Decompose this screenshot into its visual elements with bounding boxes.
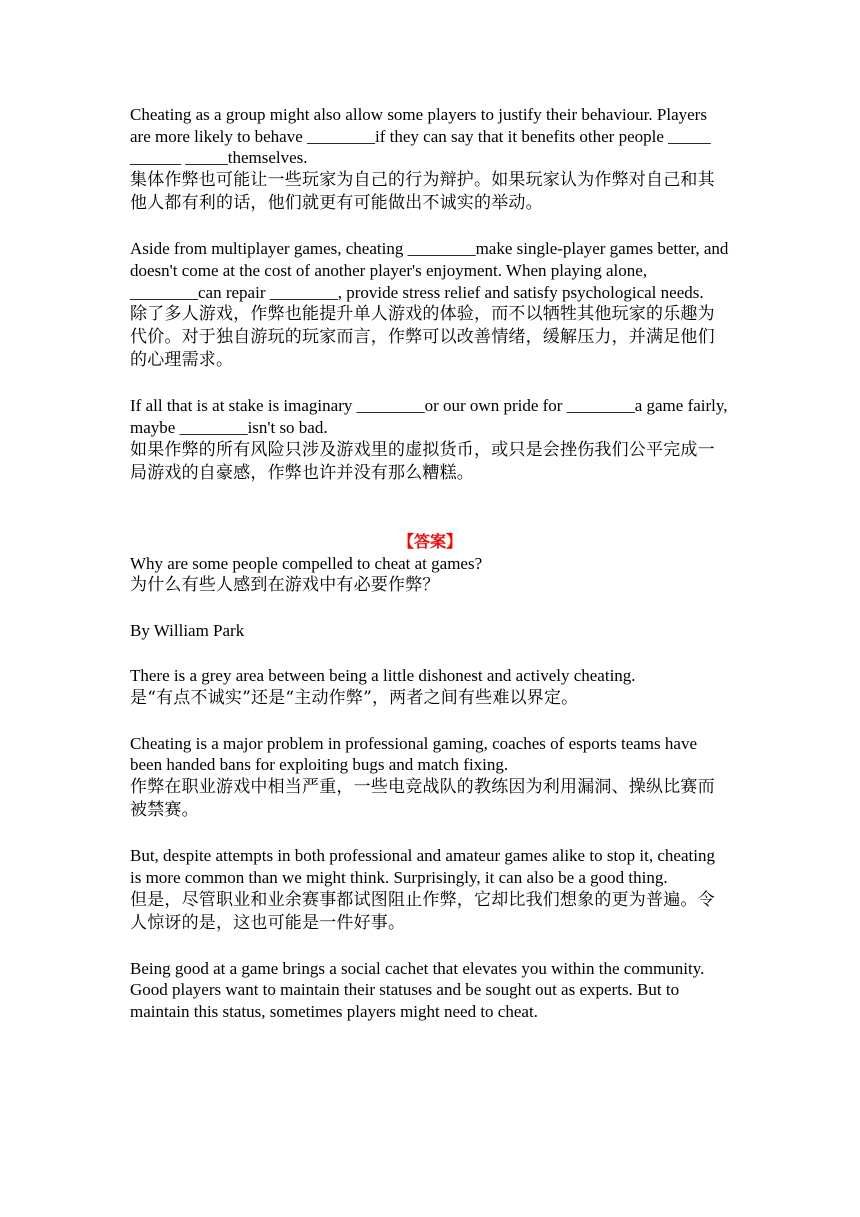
paragraph-spacer [130,935,730,958]
paragraph-spacer [130,372,730,395]
chinese-translation: 但是，尽管职业和业余赛事都试图阻止作弊，它却比我们想象的更为普遍。令人惊讶的是，这也可能是一件好事。 [130,889,715,933]
paragraph-spacer [130,822,730,845]
paragraph-spacer [130,642,730,665]
answer-paragraph-3 [130,845,730,934]
chinese-translation: 除了多人游戏，作弊也能提升单人游戏的体验，而不以牺牲其他玩家的乐趣为代价。对于独自游玩的玩家而言，作弊可以改善情绪，缓解压力，并满足他们的心理需求。 [130,304,715,371]
english-text: Being good at a game brings a social cachet that elevates you within the community. Good players want to maintain their statuses and be sought out as experts. But to maintain this status, sometimes players might need to cheat. [130,958,705,1021]
exercise-paragraph-2 [130,238,730,372]
paragraph-spacer [130,597,730,620]
english-text: Cheating as a group might also allow some players to justify their behaviour. Players are more likely to behave ________if they can say that it benefits other people _____ ______ _____themselves. [130,105,711,168]
chinese-translation: 如果作弊的所有风险只涉及游戏里的虚拟货币，或只是会挫伤我们公平完成一局游戏的自豪感，作弊也许并没有那么糟糕。 [130,439,715,483]
paragraph-spacer [130,710,730,733]
chinese-translation: 作弊在职业游戏中相当严重，一些电竞战队的教练因为利用漏洞、操纵比赛而被禁赛。 [130,777,715,821]
answer-paragraph-4 [130,958,730,1023]
exercise-paragraph-1 [130,104,730,215]
section-spacer [130,485,730,531]
article-byline [130,620,730,642]
article-headline [130,553,730,598]
chinese-translation: 集体作弊也可能让一些玩家为自己的行为辩护。如果玩家认为作弊对自己和其他人都有利的话，他们就更有可能做出不诚实的举动。 [130,170,715,214]
english-text: If all that is at stake is imaginary ________or our own pride for ________a game fairly, maybe ________isn't so bad. [130,396,728,437]
paragraph-spacer [130,215,730,238]
english-text: But, despite attempts in both professional and amateur games alike to stop it, cheating is more common than we might think. Surprisingly, it can also be a good thing. [130,846,715,887]
byline-text: By William Park [130,621,245,641]
headline-chinese: 为什么有些人感到在游戏中有必要作弊？ [130,575,440,596]
document-page [130,104,730,1023]
english-text: Aside from multiplayer games, cheating ________make single-player games better, and doesn't come at the cost of another player's enjoyment. When playing alone, ________can repair ________, provide stress relief and satisfy psychological needs. [130,239,729,302]
chinese-translation: 是“有点不诚实”还是“主动作弊”，两者之间有些难以界定。 [130,687,579,708]
answer-paragraph-1 [130,665,730,710]
answer-heading: 【答案】 [397,531,462,551]
answer-paragraph-2 [130,733,730,822]
headline-english: Why are some people compelled to cheat at games? [130,553,483,573]
english-text: Cheating is a major problem in professional gaming, coaches of esports teams have been handed bans for exploiting bugs and match fixing. [130,733,697,775]
english-text: There is a grey area between being a little dishonest and actively cheating. [130,666,636,686]
exercise-paragraph-3 [130,395,730,484]
